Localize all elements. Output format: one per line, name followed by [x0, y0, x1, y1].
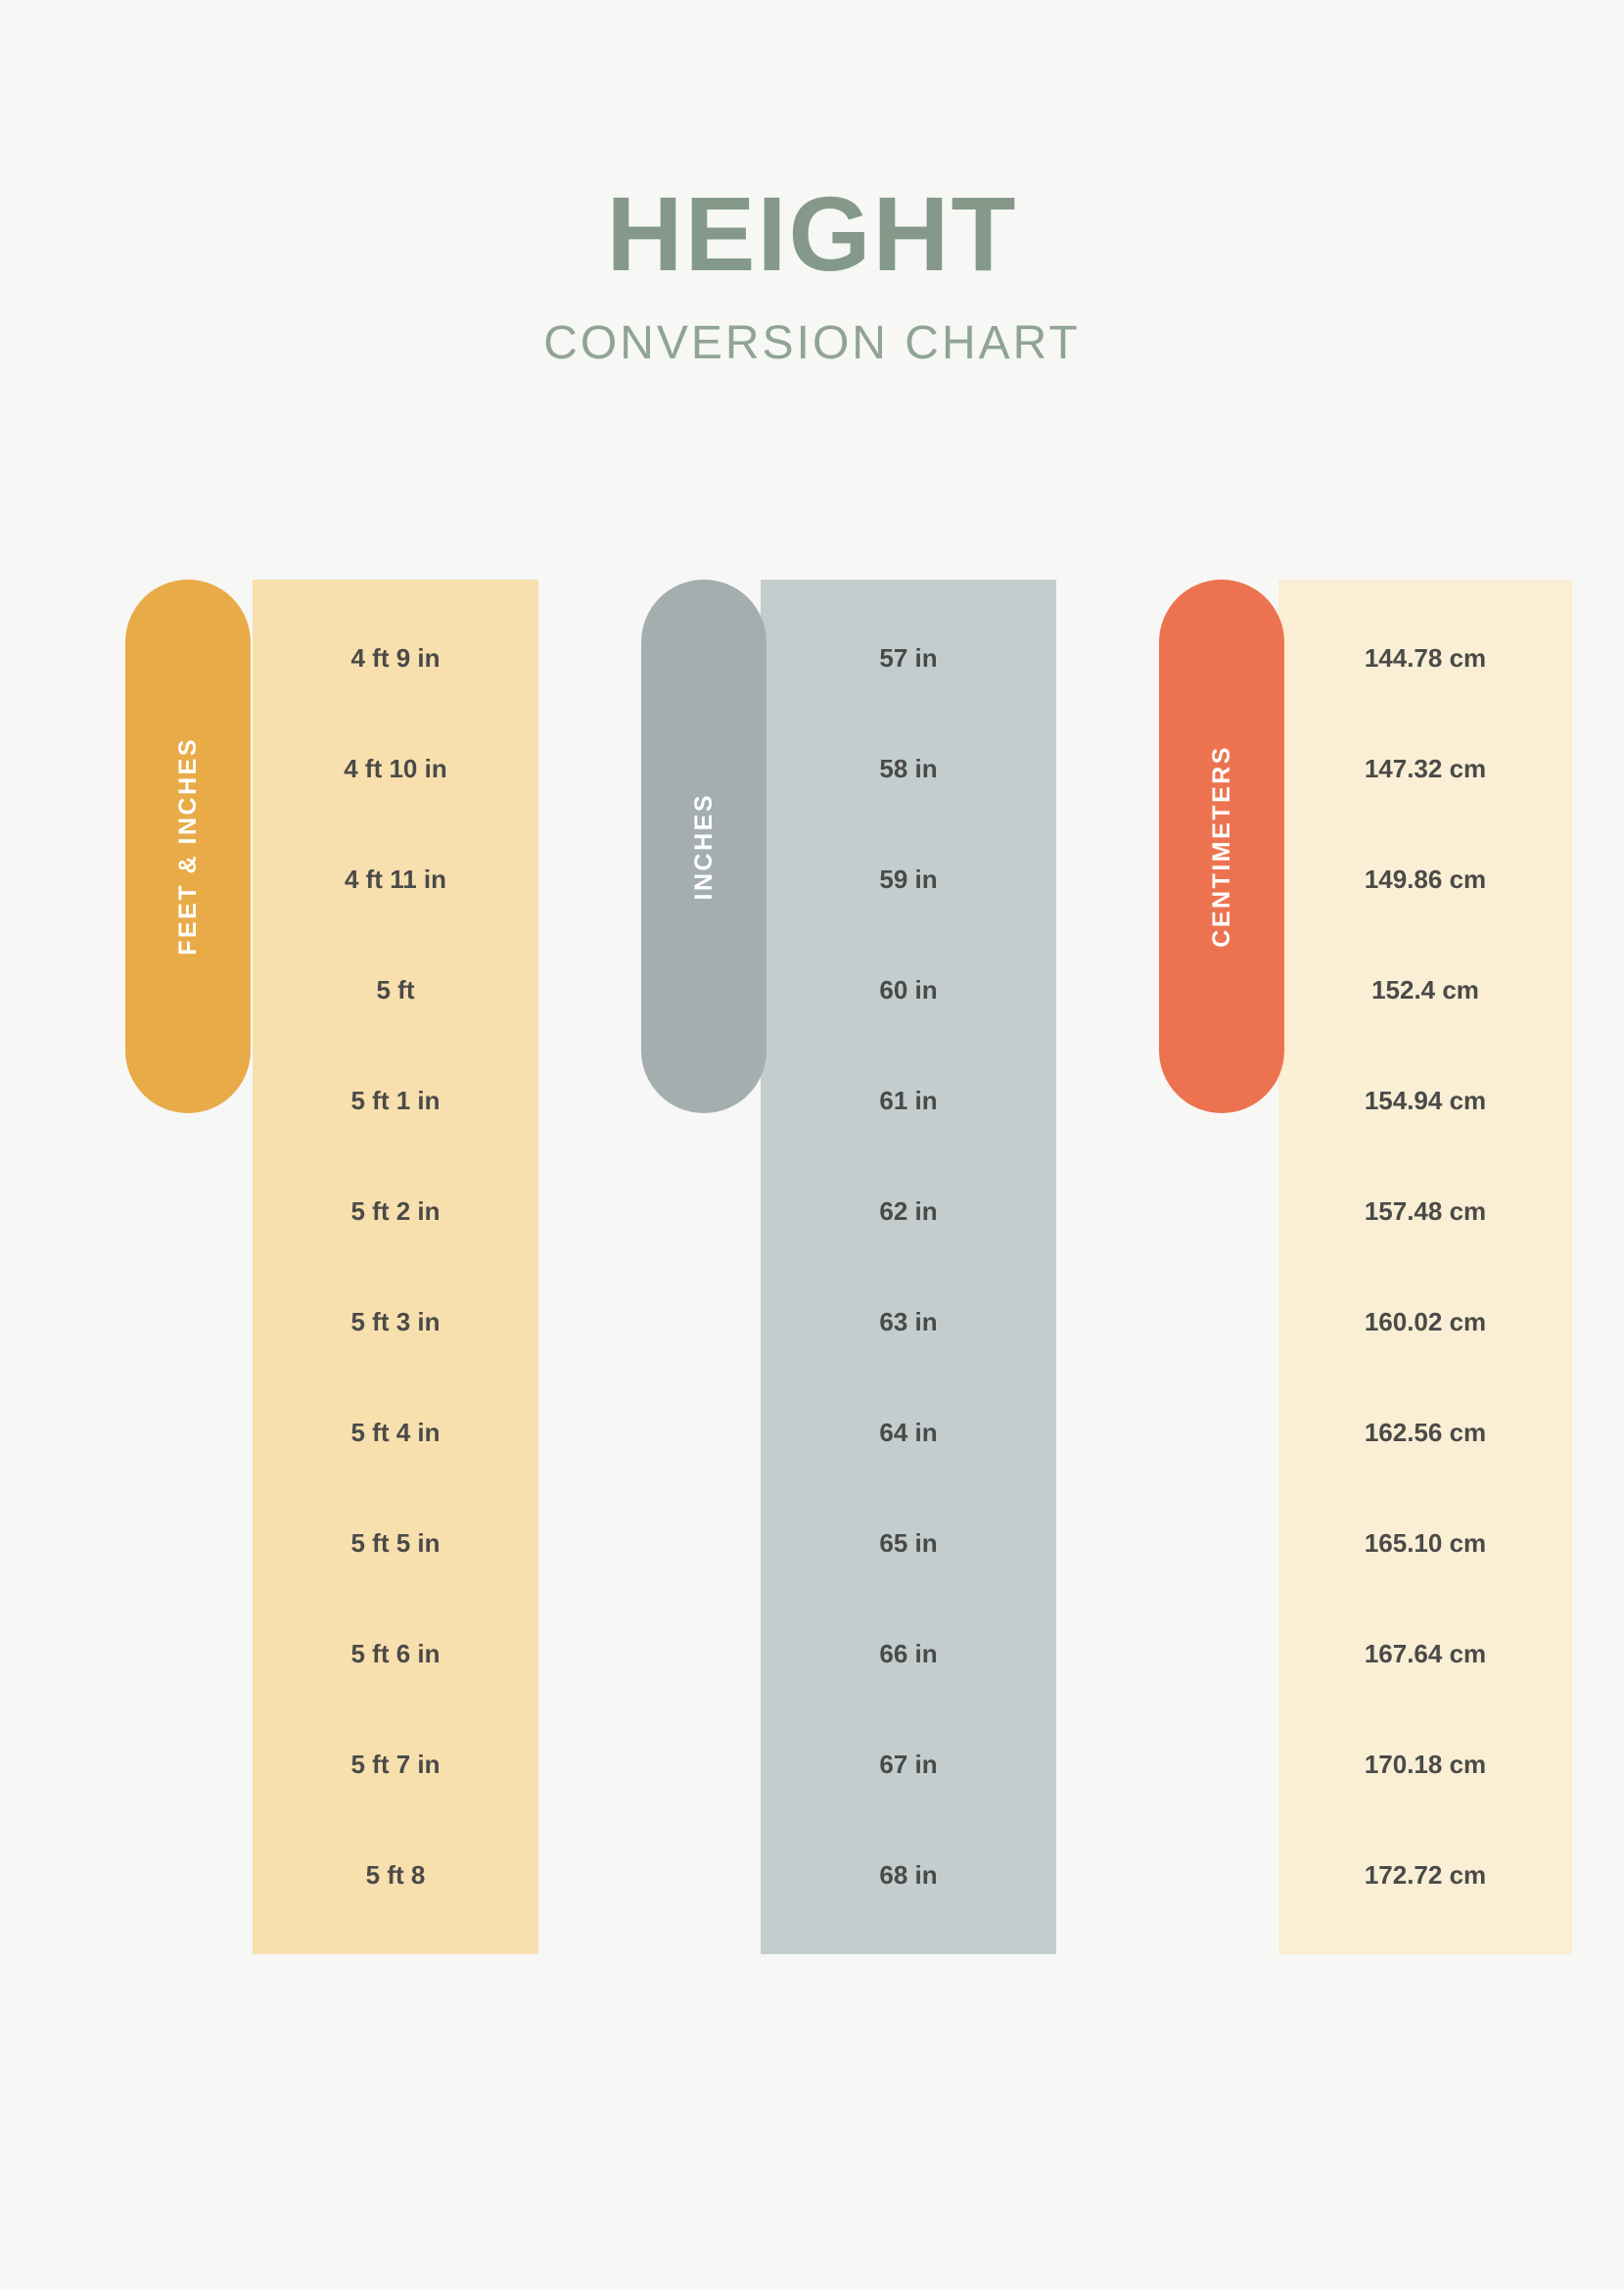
- column-label-feet-inches: [125, 580, 251, 1113]
- list-item: 66 in: [879, 1639, 938, 1668]
- column-label-centimeters-text: CENTIMETERS: [1207, 745, 1235, 948]
- list-item: 172.72 cm: [1364, 1860, 1487, 1890]
- column-label-inches-text: INCHES: [689, 792, 718, 901]
- list-item: 64 in: [879, 1418, 938, 1447]
- list-item: 170.18 cm: [1364, 1750, 1487, 1779]
- list-item: 5 ft 4 in: [350, 1418, 441, 1447]
- list-item: 67 in: [879, 1750, 938, 1779]
- list-item: 4 ft 11 in: [344, 865, 447, 894]
- list-item: 60 in: [879, 975, 938, 1005]
- list-item: 4 ft 10 in: [344, 754, 447, 783]
- list-item: 144.78 cm: [1364, 643, 1487, 673]
- list-item: 5 ft 2 in: [350, 1196, 441, 1226]
- list-item: 160.02 cm: [1364, 1307, 1487, 1336]
- column-values-inches: [761, 580, 1056, 1954]
- list-item: 5 ft: [376, 975, 415, 1005]
- list-item: 65 in: [879, 1528, 938, 1558]
- column-label-inches: [641, 580, 766, 1113]
- list-item: 63 in: [879, 1307, 938, 1336]
- list-item: 147.32 cm: [1364, 754, 1487, 783]
- list-item: 5 ft 1 in: [350, 1086, 441, 1115]
- list-item: 157.48 cm: [1364, 1196, 1487, 1226]
- page-title: HEIGHT: [606, 174, 1018, 293]
- conversion-columns: [125, 580, 1506, 1970]
- list-item: 5 ft 3 in: [350, 1307, 441, 1336]
- column-group-inches: [641, 580, 1056, 1970]
- column-label-feet-inches-text: FEET & INCHES: [173, 737, 202, 956]
- list-item: 68 in: [879, 1860, 938, 1890]
- list-item: 57 in: [879, 643, 938, 673]
- list-item: 154.94 cm: [1364, 1086, 1487, 1115]
- list-item: 59 in: [879, 865, 938, 894]
- chart-header: [0, 174, 1624, 370]
- column-group-feet-inches: [125, 580, 538, 1970]
- list-item: 61 in: [879, 1086, 938, 1115]
- list-item: 62 in: [879, 1196, 938, 1226]
- page-subtitle: CONVERSION CHART: [543, 317, 1081, 369]
- list-item: 5 ft 7 in: [350, 1750, 441, 1779]
- list-item: 162.56 cm: [1364, 1418, 1487, 1447]
- list-item: 5 ft 5 in: [350, 1528, 441, 1558]
- list-item: 152.4 cm: [1371, 975, 1479, 1005]
- list-item: 149.86 cm: [1364, 865, 1487, 894]
- column-group-centimeters: [1159, 580, 1572, 1970]
- list-item: 58 in: [879, 754, 938, 783]
- list-item: 5 ft 6 in: [350, 1639, 441, 1668]
- list-item: 167.64 cm: [1364, 1639, 1487, 1668]
- list-item: 4 ft 9 in: [350, 643, 441, 673]
- column-values-feet-inches: [253, 580, 538, 1954]
- column-label-centimeters: [1159, 580, 1284, 1113]
- list-item: 5 ft 8: [365, 1860, 426, 1890]
- list-item: 165.10 cm: [1364, 1528, 1487, 1558]
- column-values-centimeters: [1278, 580, 1572, 1954]
